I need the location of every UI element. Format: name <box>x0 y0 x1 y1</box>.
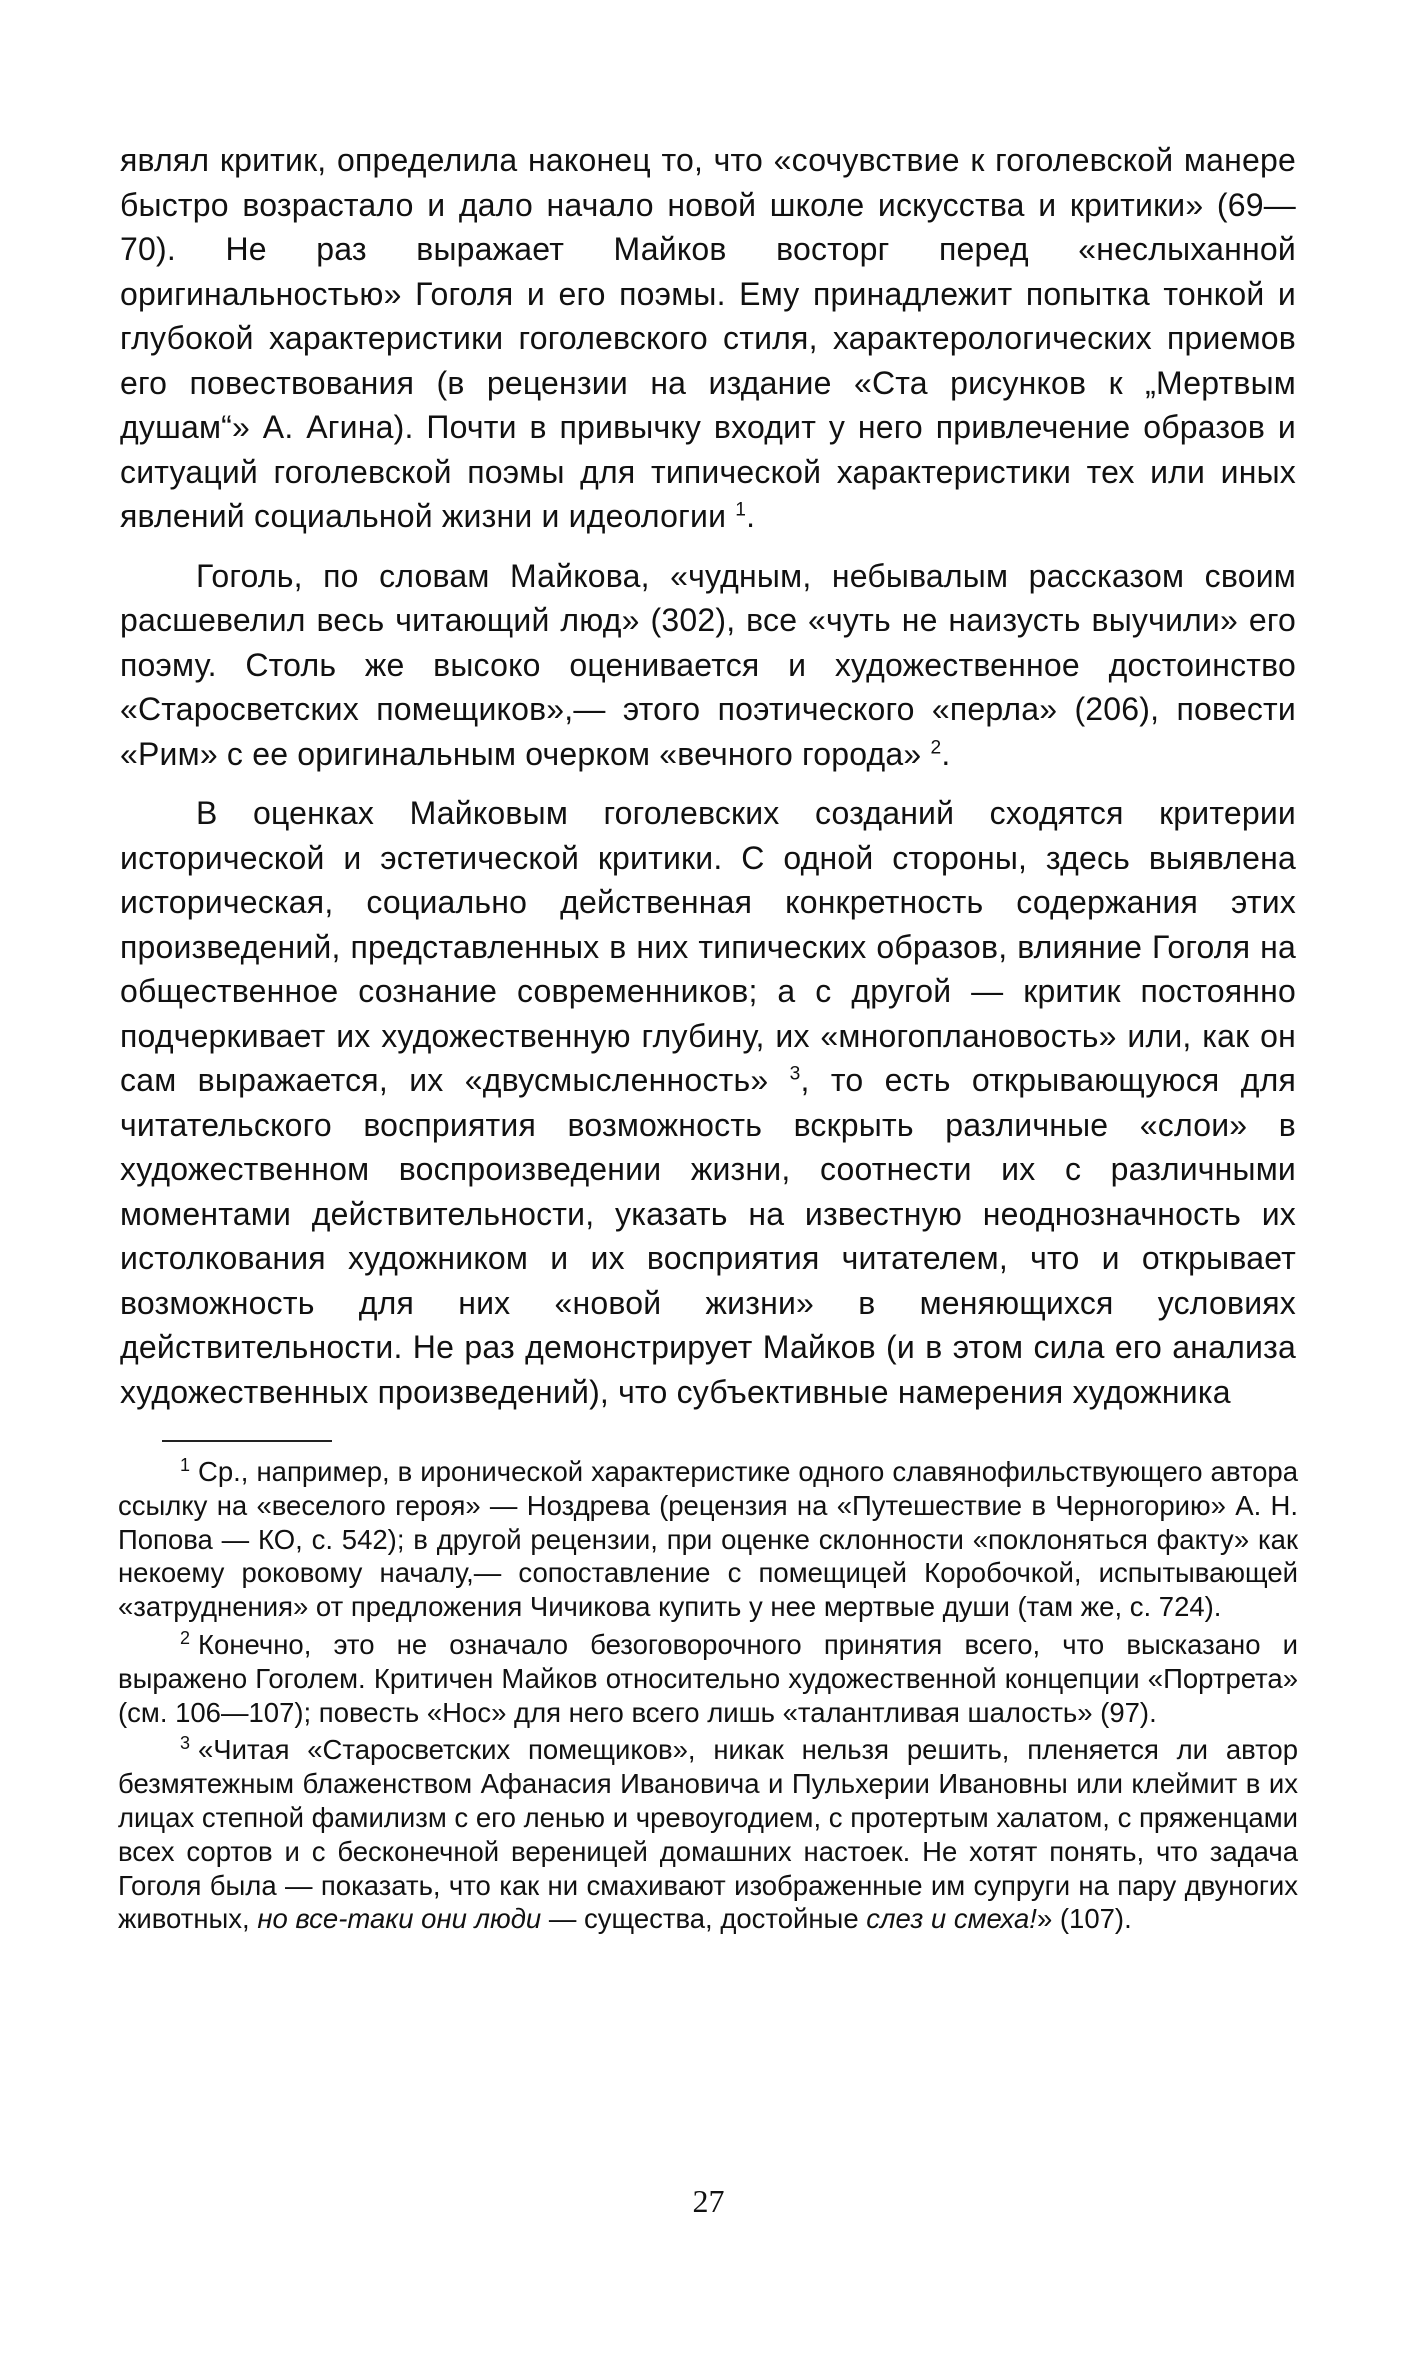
paragraph-1-end: . <box>746 498 756 534</box>
footnote-ref-2: 2 <box>930 736 942 758</box>
footnote-3-text-before: «Читая «Старосветских помещиков», никак нельзя решить, пленяется ли автор безмятежным блаженством Афанасия Ивановича и Пульхерии Ивановны или клеймит в их лицах степной фамилизм с его ленью и чревоугодием, с протертым халатом, с пряженцами всех сортов и с бесконечной вереницей домашних настоек. Не хотят понять, что задача Гоголя была — показать, что как ни смахивают изображенные им супруги на пару двуногих животных, <box>118 1734 1298 1935</box>
footnote-ref-1: 1 <box>735 499 747 521</box>
footnote-3-italic-2: слез и смеха! <box>866 1903 1037 1935</box>
footnote-3-text-after: » (107). <box>1036 1903 1132 1935</box>
footnotes <box>118 1455 1298 1940</box>
footnote-3-italic-1: но все-таки они люди <box>257 1903 542 1935</box>
paragraph-1-text: являл критик, определила наконец то, что «сочувствие к гоголевской манере быстро возрастало и дало начало новой школе искусства и критики» (69—70). Не раз выражает Майков восторг перед «неслыханной оригинальностью» Гоголя и его поэмы. Ему принадлежит попытка тонкой и глубокой характеристики гоголевского стиля, характерологических приемов его повествования (в рецензии на издание «Ста рисунков к „Мертвым душам“» А. Агина). Почти в привычку входит у него привлечение образов и ситуаций гоголевской поэмы для типической характеристики тех или иных явлений социальной жизни и идеологии <box>120 142 1296 534</box>
footnote-2 <box>118 1628 1298 1729</box>
footnote-3-text-mid: — существа, достойные <box>541 1903 867 1935</box>
paragraph-1 <box>120 138 1296 539</box>
footnote-3 <box>118 1733 1298 1936</box>
footnote-divider <box>162 1440 332 1442</box>
footnote-ref-3: 3 <box>789 1063 801 1085</box>
footnote-3-number: 3 <box>180 1733 191 1754</box>
paragraph-2-end: . <box>941 735 951 772</box>
footnote-1-text: Ср., например, в иронической характеристике одного славянофильствующего автора ссылку на «веселого героя» — Ноздрева (рецензия на «Путешествие в Черногорию» А. Н. Попова — КО, с. 542); в другой рецензии, при оценке склонности «поклоняться факту» как некоему роковому началу,— сопоставление с помещицей Коробочкой, испытывающей «затруднения» от предложения Чичикова купить у нее мертвые души (там же, с. 724). <box>118 1456 1298 1623</box>
footnote-1-number: 1 <box>180 1454 191 1475</box>
paragraph-2-text: Гоголь, по словам Майкова, «чудным, небывалым рассказом своим расшевелил весь читающий люд» (302), все «чуть не наизусть выучили» его поэму. Столь же высоко оценивается и художественное достоинство «Старосветских помещиков»,— этого поэтического «перла» (206), повести «Рим» с ее оригинальным очерком «вечного города» <box>120 557 1296 772</box>
page-number: 27 <box>692 2183 725 2219</box>
paragraph-3-text-before: В оценках Майковым гоголевских созданий сходятся критерии исторической и эстетической критики. С одной стороны, здесь выявлена историческая, социально действенная конкретность содержания этих произведений, представленных в них типических образов, влияние Гоголя на общественное сознание современников; а с другой — критик постоянно подчеркивает их художественную глубину, их «многоплановость» или, как он сам выражается, их «двусмысленность» <box>120 795 1296 1098</box>
paragraph-2 <box>120 554 1296 777</box>
main-text <box>120 138 1296 1429</box>
footnote-2-text: Конечно, это не означало безоговорочного принятия всего, что высказано и выражено Гоголем. Критичен Майков относительно художественной концепции «Портрета» (см. 106—107); повесть «Нос» для него всего лишь «талантливая шалость» (97). <box>118 1628 1298 1728</box>
paragraph-3 <box>120 791 1296 1414</box>
paragraph-3-text-after: , то есть открывающуюся для читательского восприятия возможность вскрыть различные «слои» в художественном воспроизведении жизни, соотнести их с различными моментами действительности, указать на известную неоднозначность их истолкования художником и их восприятия читателем, что и открывает возможность для них «новой жизни» в меняющихся условиях действительности. Не раз демонстрирует Майков (и в этом сила его анализа художественных произведений), что субъективные намерения художника <box>120 1062 1297 1410</box>
footnote-1 <box>118 1455 1298 1624</box>
footnote-2-number: 2 <box>180 1627 191 1648</box>
